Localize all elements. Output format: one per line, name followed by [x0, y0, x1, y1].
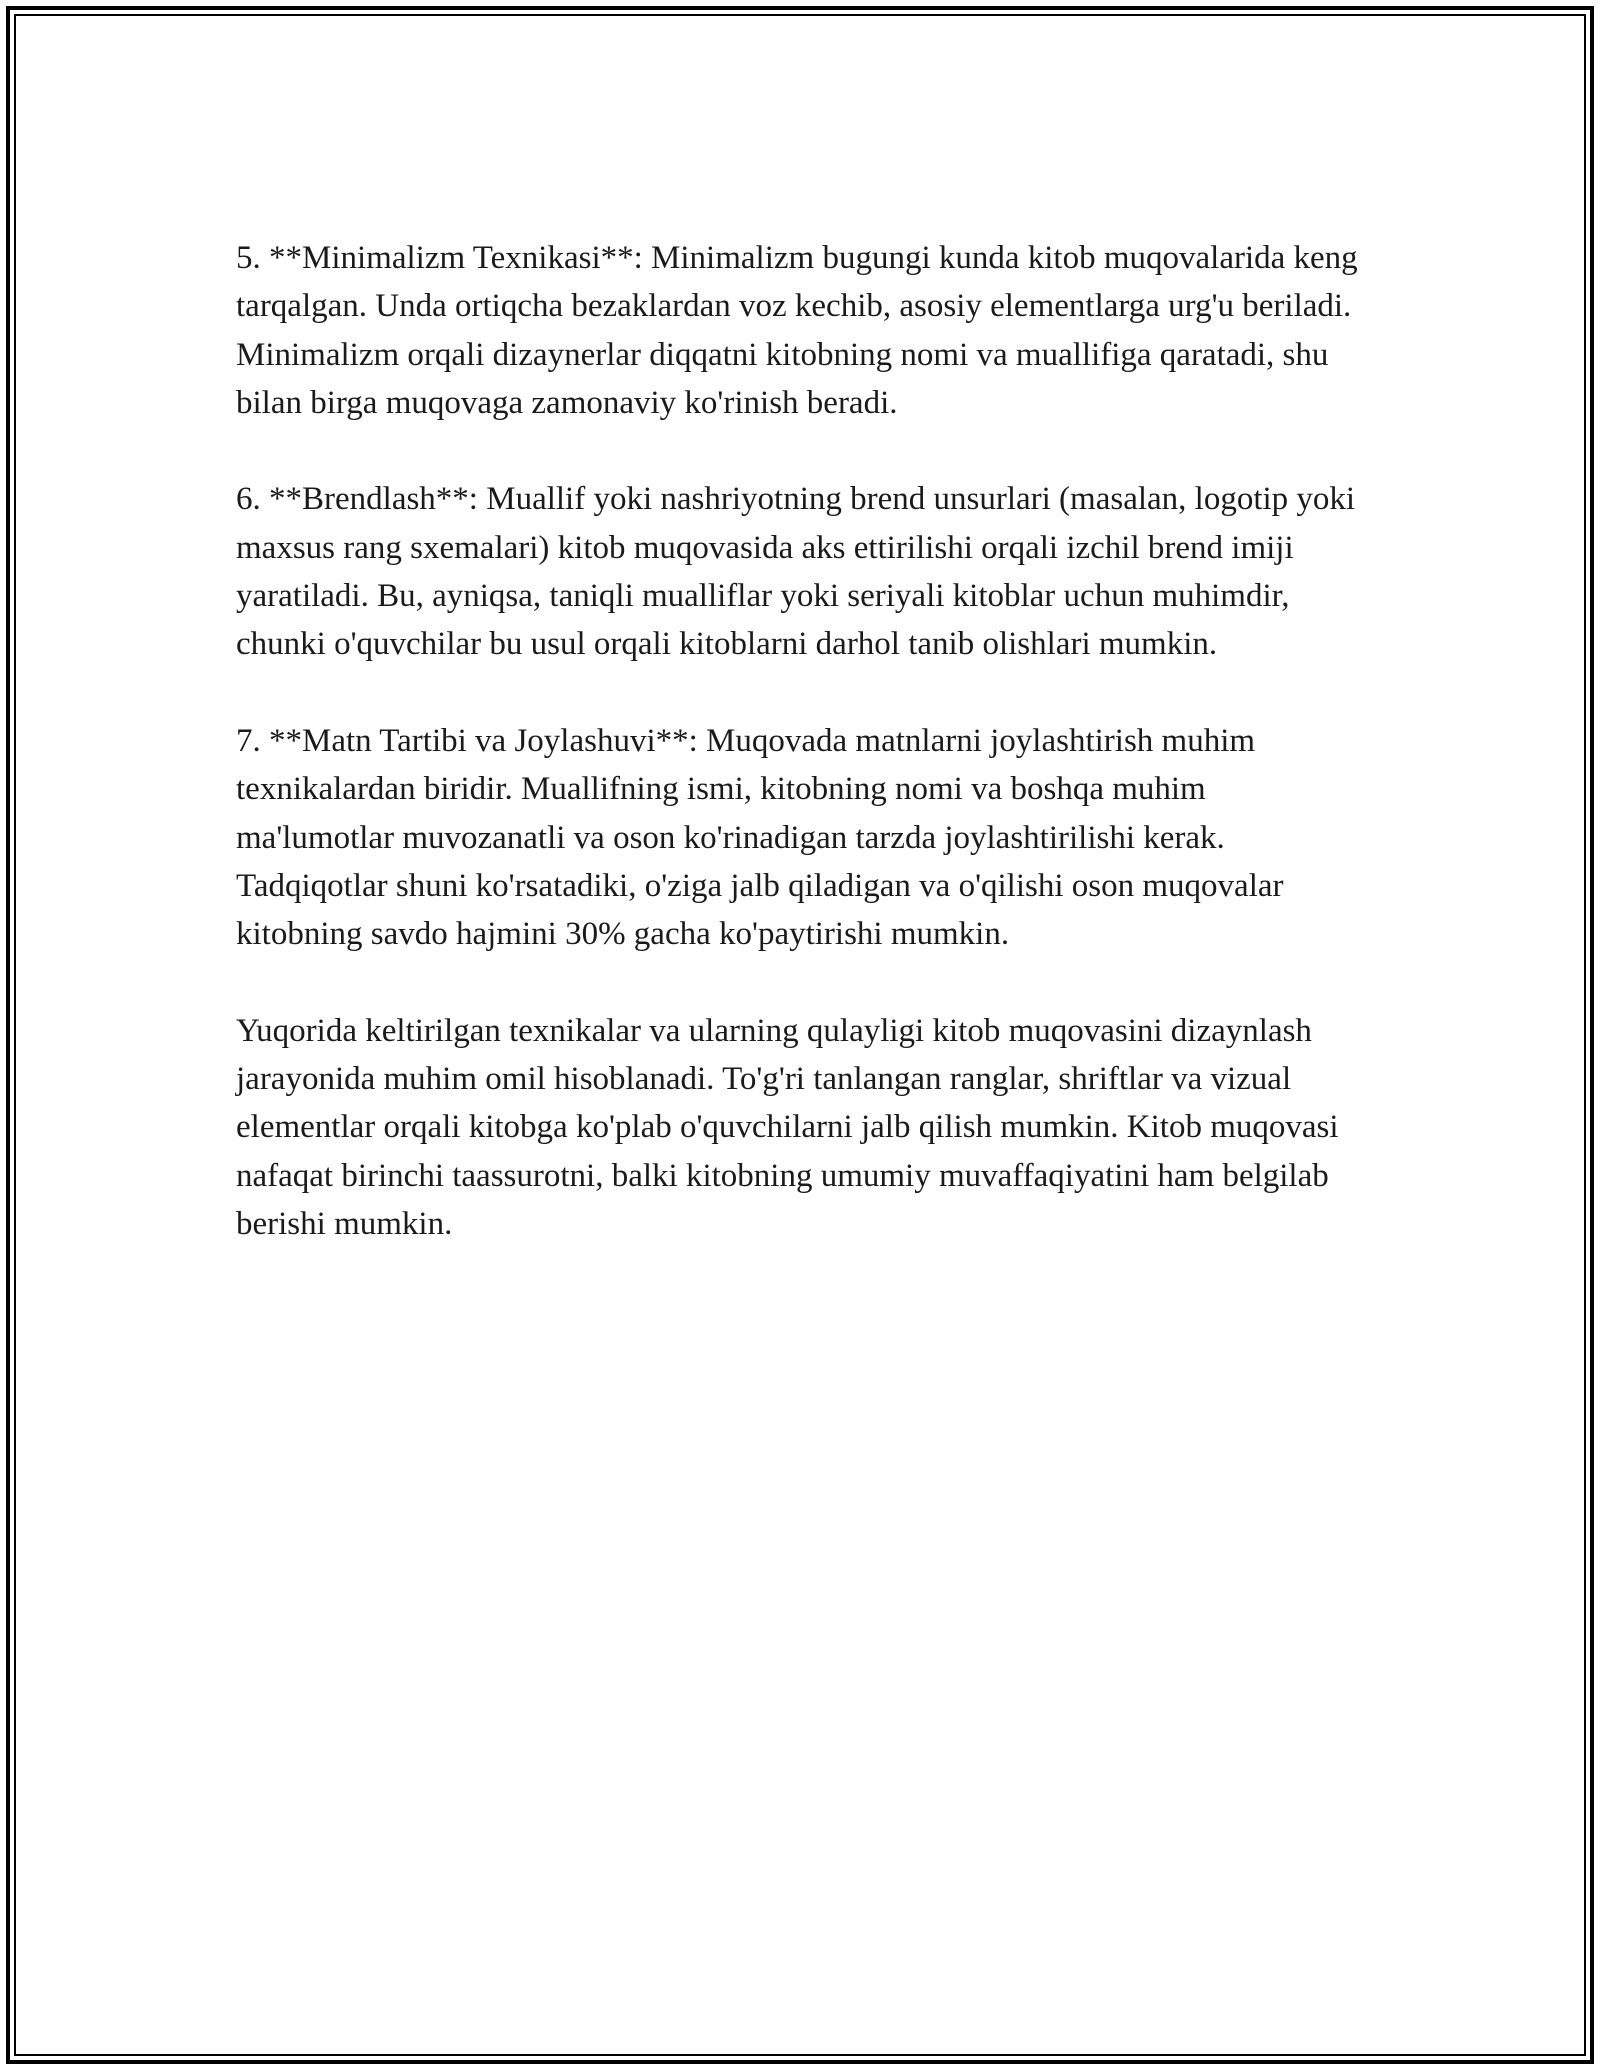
paragraph-brendlash: 6. **Brendlash**: Muallif yoki nashriyotning brend unsurlari (masalan, logotip yoki maxsus rang sxemalari) kitob muqovasida aks ettirilishi orqali izchil brend imiji yaratiladi. Bu, ayniqsa, taniqli mualliflar yoki seriyali kitoblar uchun muhimdir, chunki o'quvchilar bu usul orqali kitoblarni darhol tanib olishlari mumkin. [236, 481, 1356, 663]
paragraph-conclusion: Yuqorida keltirilgan texnikalar va ularning qulayligi kitob muqovasini dizaynlash jarayonida muhim omil hisoblanadi. To'g'ri tanlangan ranglar, shriftlar va vizual elementlar orqali kitobga ko'plab o'quvchilarni jalb qilish mumkin. Kitob muqovasi nafaqat birinchi taassurotni, balki kitobning umumiy muvaffaqiyatini ham belgilab berishi mumkin. [236, 1012, 1339, 1242]
document-body [236, 234, 1366, 1297]
paragraph-minimalizm: 5. **Minimalizm Texnikasi**: Minimalizm bugungi kunda kitob muqovalarida keng tarqalgan. Unda ortiqcha bezaklardan voz kechib, asosiy elementlarga urg'u beriladi. Minimalizm orqali dizaynerlar diqqatni kitobning nomi va muallifiga qaratadi, shu bilan birga muqovaga zamonaviy ko'rinish beradi. [236, 240, 1358, 421]
paragraph-matn-tartibi: 7. **Matn Tartibi va Joylashuvi**: Muqovada matnlarni joylashtirish muhim texnikalardan biridir. Muallifning ismi, kitobning nomi va boshqa muhim ma'lumotlar muvozanatli va oson ko'rinadigan tarzda joylashtirilishi kerak. Tadqiqotlar shuni ko'rsatadiki, o'ziga jalb qiladigan va o'qilishi oson muqovalar kitobning savdo hajmini 30% gacha ko'paytirishi mumkin. [236, 722, 1284, 953]
